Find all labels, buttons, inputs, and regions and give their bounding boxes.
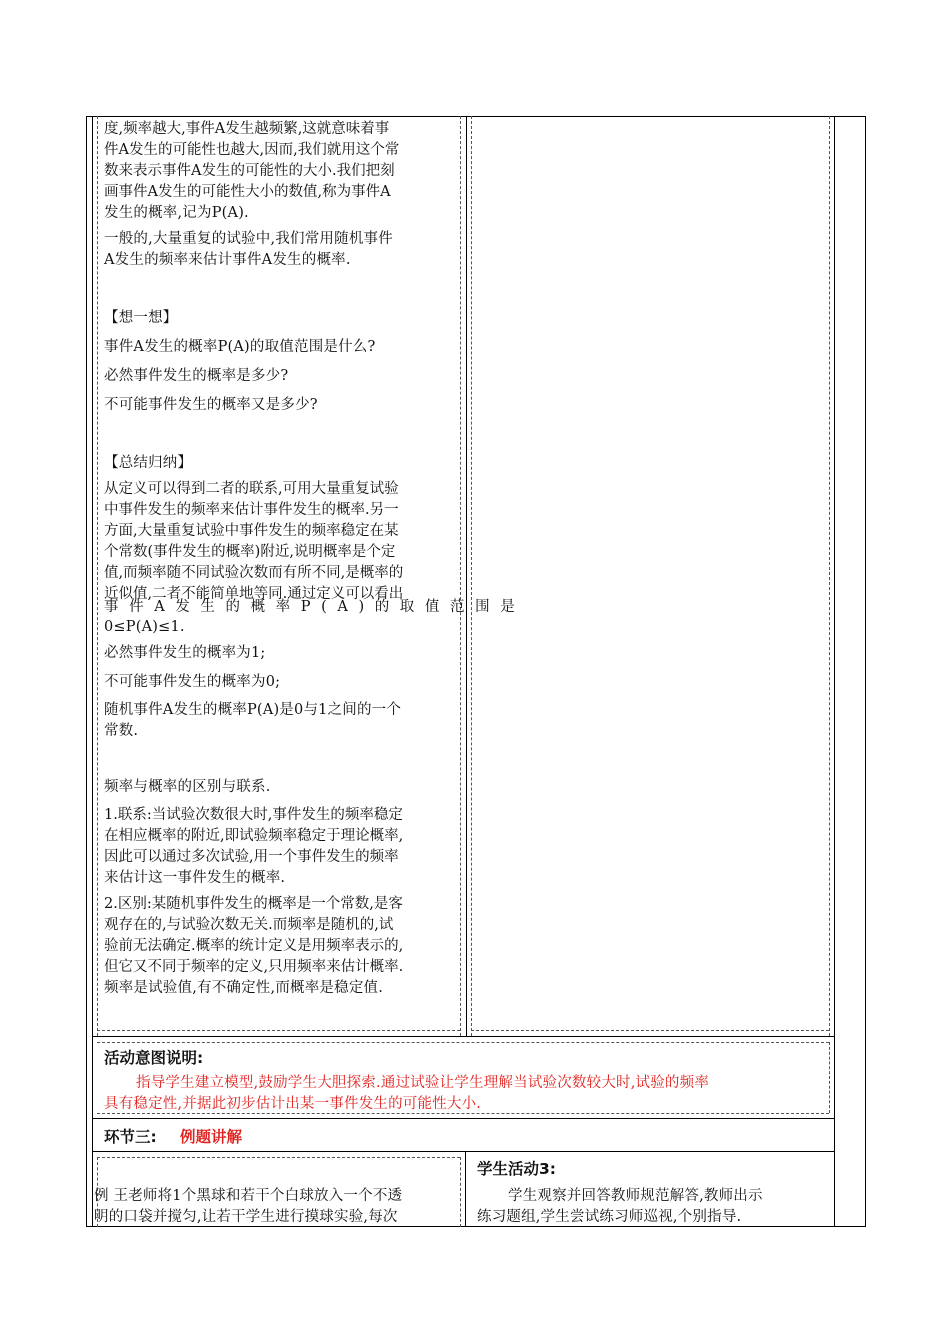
difference-line-5: 频率是试验值,有不确定性,而概率是稳定值. — [104, 980, 384, 996]
intro-line-3: 数来表示事件A发生的可能性的大小.我们把刻 — [104, 163, 395, 179]
difference-line-2: 观存在的,与试验次数无关.而频率是随机的,试 — [104, 917, 394, 933]
student-activity-heading: 学生活动3: — [477, 1160, 556, 1178]
column-divider-bottom — [465, 1151, 466, 1227]
think-question-3: 不可能事件发生的概率又是多少? — [104, 397, 318, 413]
summary-line-5: 值,而频率随不同试验次数而有所不同,是概率的 — [104, 565, 404, 581]
summary-heading: 【总结归纳】 — [104, 455, 193, 471]
left-cell-dash-bottom — [97, 1030, 460, 1031]
row-separator-section3 — [92, 1118, 834, 1119]
think-question-1: 事件A发生的概率P(A)的取值范围是什么? — [104, 339, 376, 355]
think-question-2: 必然事件发生的概率是多少? — [104, 368, 289, 384]
intro-line-4: 画事件A发生的可能性大小的数值,称为事件A — [104, 184, 391, 200]
difference-line-4: 但它又不同于频率的定义,只用频率来估计概率. — [104, 959, 404, 975]
left-cell-dash-left — [97, 116, 98, 1036]
example-line-2: 明的口袋并搅匀,让若干学生进行摸球实验,每次 — [94, 1209, 398, 1225]
summary-line-2: 中事件发生的频率来估计事件发生的概率.另一 — [104, 502, 399, 518]
example-line-1: 例 王老师将1个黑球和若干个白球放入一个不透 — [94, 1188, 403, 1204]
left-cell-dash-right — [460, 116, 461, 1036]
relation-line-2: 在相应概率的附近,即试验频率稳定于理论概率, — [104, 828, 404, 844]
summary-line-7: 事件A发生的概率P(A)的取值范围是 — [104, 599, 526, 615]
intent-heading: 活动意图说明: — [104, 1049, 204, 1067]
student-activity-line-1: 学生观察并回答教师规范解答,教师出示 — [508, 1188, 763, 1204]
intent-dash-top — [97, 1042, 829, 1043]
summary-line-8: 0≤P(A)≤1. — [104, 619, 185, 635]
relation-line-3: 因此可以通过多次试验,用一个事件发生的频率 — [104, 849, 399, 865]
difference-line-1: 2.区别:某随机事件发生的概率是一个常数,是客 — [104, 896, 403, 912]
table-right-border — [865, 116, 866, 1227]
random-event-line-2: 常数. — [104, 723, 139, 739]
summary-line-3: 方面,大量重复试验中事件发生的频率稳定在某 — [104, 523, 399, 539]
section3-title: 例题讲解 — [180, 1128, 243, 1146]
right-cell-dash-left — [471, 116, 472, 1036]
estimate-line-1: 一般的,大量重复的试验中,我们常用随机事件 — [104, 231, 393, 247]
summary-line-6: 近似值,二者不能简单地等同.通过定义可以看出 — [104, 586, 404, 602]
estimate-line-2: A发生的频率来估计事件A发生的概率. — [104, 252, 351, 268]
difference-line-3: 验前无法确定.概率的统计定义是用频率表示的, — [104, 938, 404, 954]
row-separator-intent — [92, 1036, 834, 1037]
table-top-border — [86, 116, 866, 117]
intent-line-2: 具有稳定性,并据此初步估计出某一事件发生的可能性大小. — [104, 1096, 482, 1112]
impossible-event: 不可能事件发生的概率为0; — [104, 674, 281, 690]
table-right-inner-border — [834, 116, 835, 1227]
intent-dash-right — [829, 1042, 830, 1113]
table-left-inner-border — [92, 116, 93, 1227]
intro-line-1: 度,频率越大,事件A发生越频繁,这就意味着事 — [104, 121, 390, 137]
right-cell-dash-bottom — [471, 1030, 829, 1031]
example-dash-top — [97, 1157, 460, 1158]
intro-line-5: 发生的概率,记为P(A). — [104, 205, 249, 221]
intro-line-2: 件A发生的可能性也越大,因而,我们就用这个常 — [104, 142, 400, 158]
difference-heading: 频率与概率的区别与联系. — [104, 779, 271, 795]
student-activity-line-2: 练习题组,学生尝试练习师巡视,个别指导. — [477, 1209, 742, 1225]
relation-line-4: 来估计这一事件发生的概率. — [104, 870, 286, 886]
section3-label: 环节三: — [104, 1128, 157, 1146]
relation-line-1: 1.联系:当试验次数很大时,事件发生的频率稳定 — [104, 807, 403, 823]
summary-line-4: 个常数(事件发生的概率)附近,说明概率是个定 — [104, 544, 396, 560]
right-cell-dash-right — [829, 116, 830, 1036]
example-dash-right — [460, 1157, 461, 1227]
row-separator-example — [92, 1151, 834, 1152]
table-left-border — [86, 116, 87, 1227]
intent-line-1: 指导学生建立模型,鼓励学生大胆探索.通过试验让学生理解当试验次数较大时,试验的频率 — [136, 1075, 710, 1091]
think-heading: 【想一想】 — [104, 310, 178, 326]
column-divider-top — [466, 116, 467, 1036]
summary-line-1: 从定义可以得到二者的联系,可用大量重复试验 — [104, 481, 399, 497]
random-event-line-1: 随机事件A发生的概率P(A)是0与1之间的一个 — [104, 702, 402, 718]
certain-event: 必然事件发生的概率为1; — [104, 645, 266, 661]
